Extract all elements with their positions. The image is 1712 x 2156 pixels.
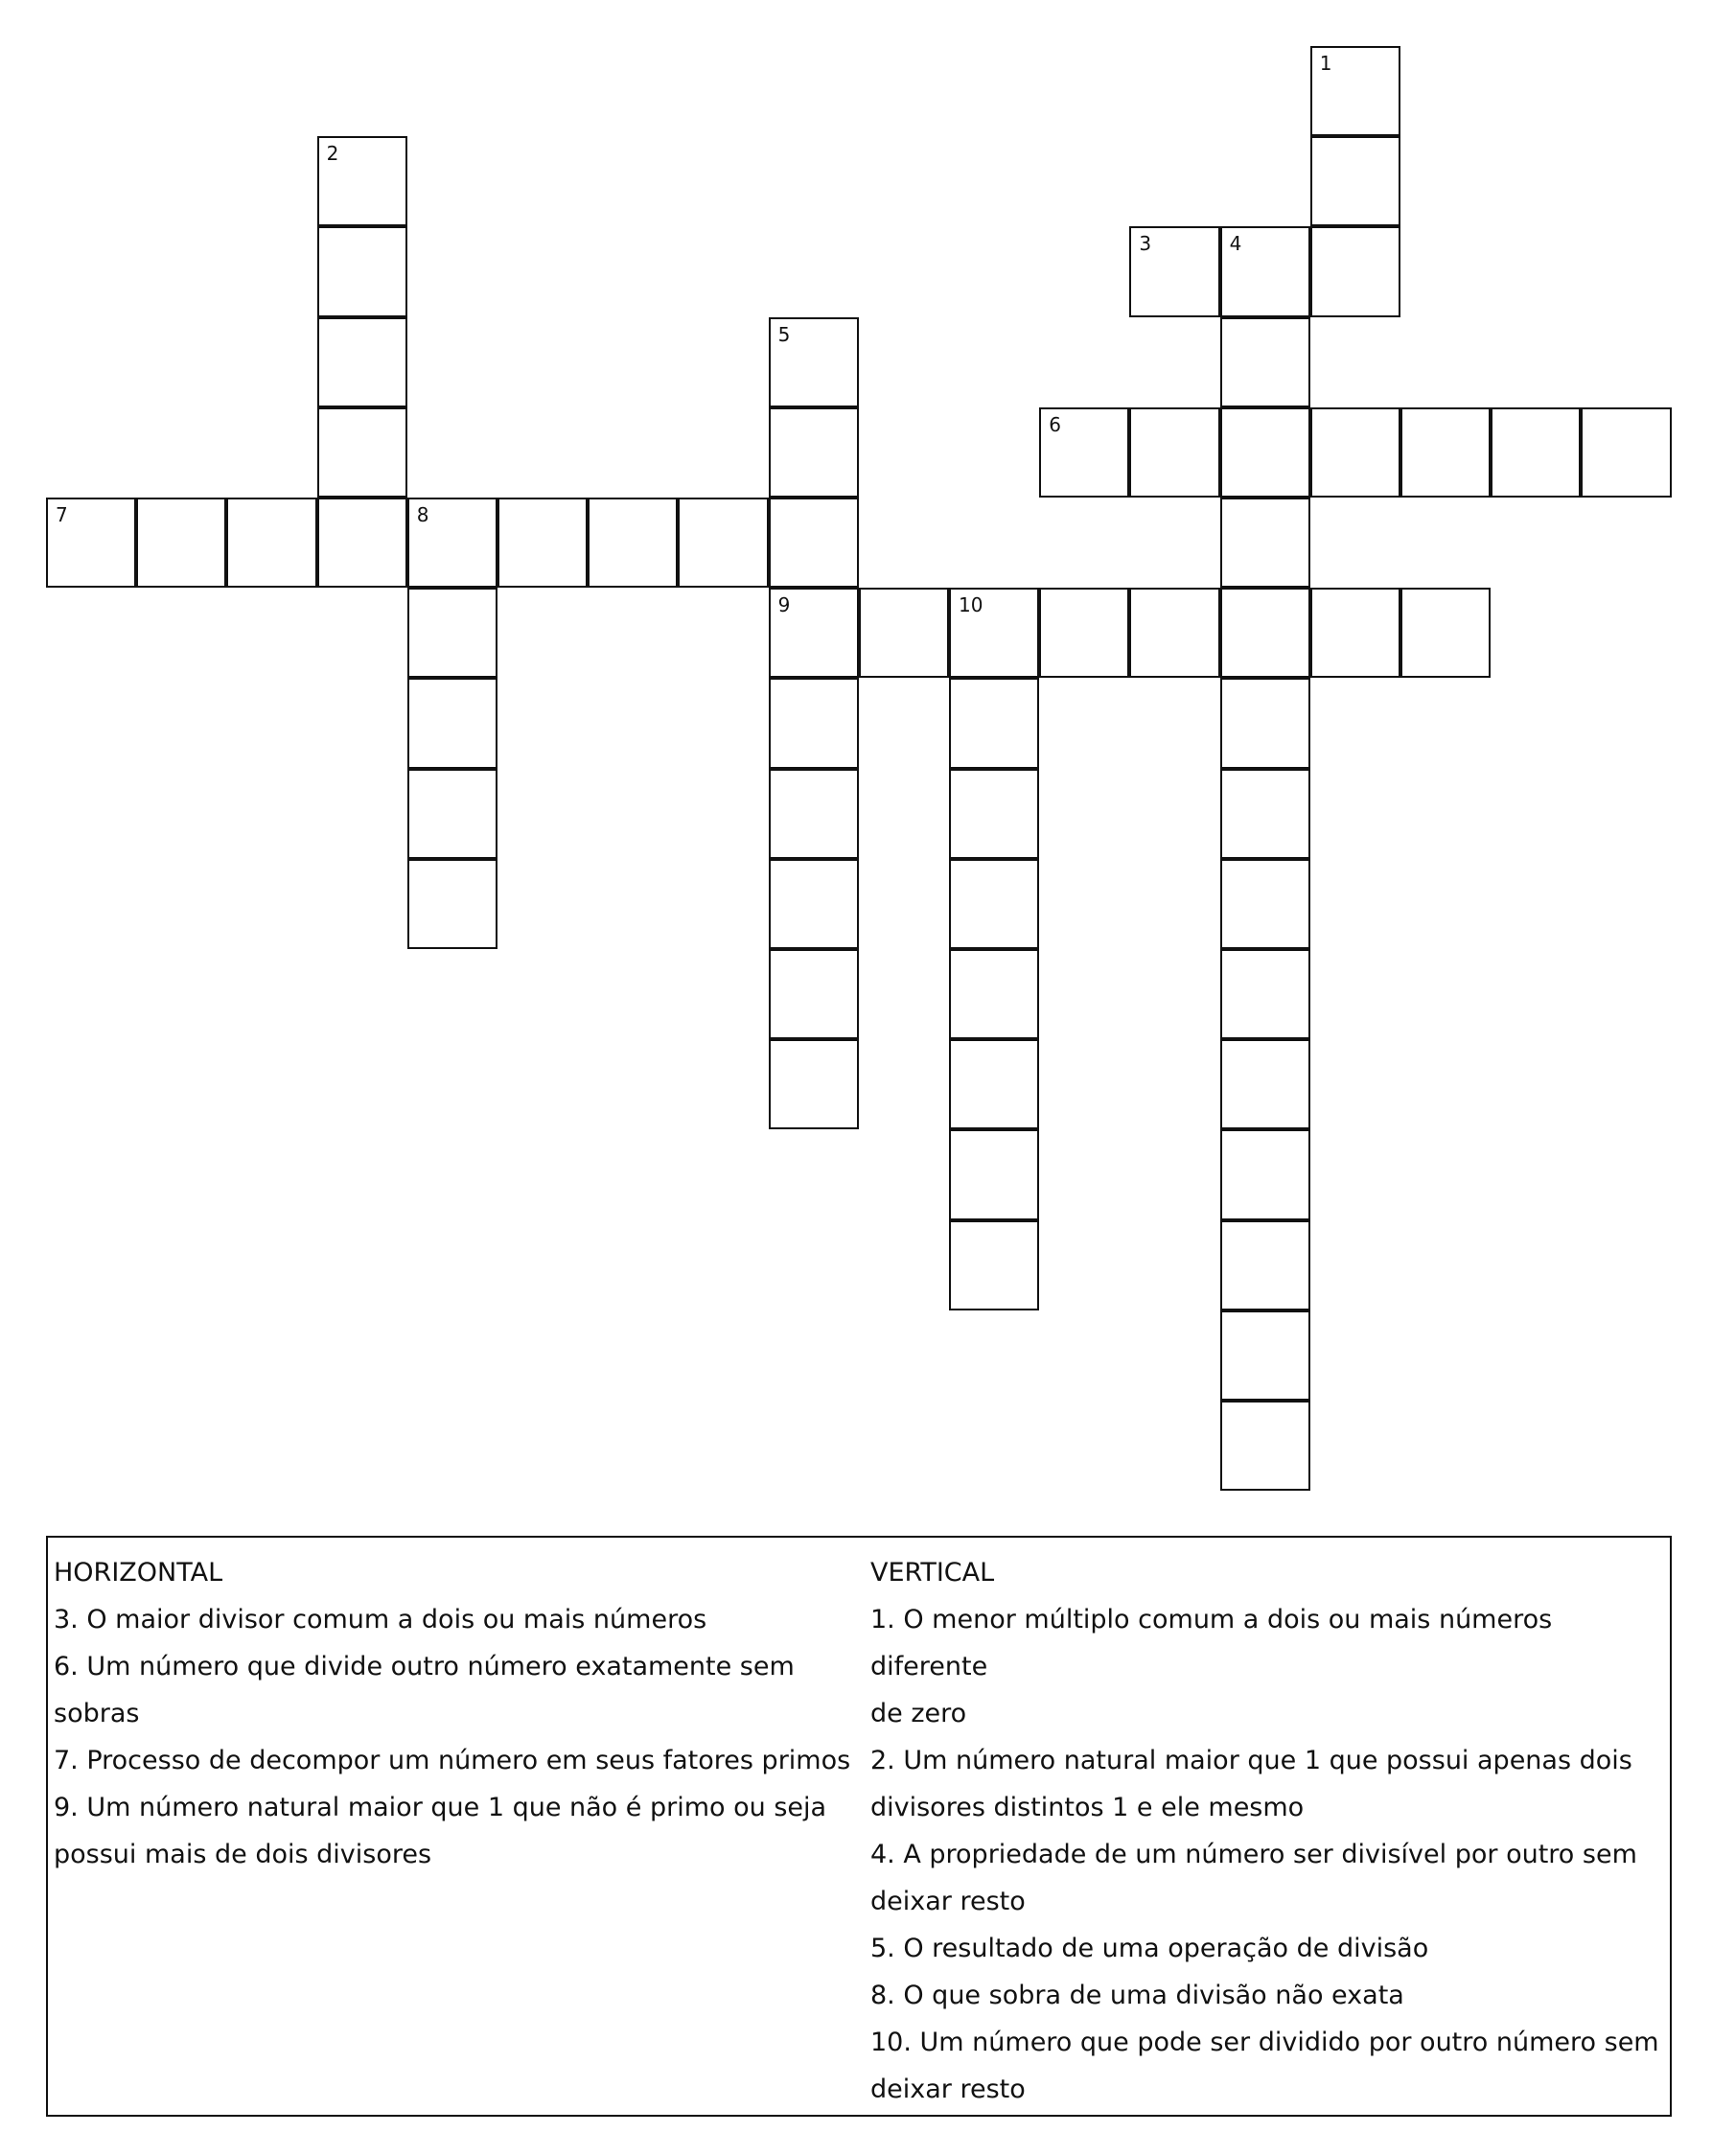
crossword-cell[interactable] bbox=[1129, 588, 1219, 678]
clue-line: sobras bbox=[54, 1699, 140, 1728]
crossword-cell[interactable] bbox=[407, 678, 497, 768]
crossword-cell[interactable] bbox=[949, 678, 1039, 768]
crossword-cell[interactable] bbox=[1220, 317, 1310, 407]
crossword-cell[interactable] bbox=[1400, 588, 1491, 678]
clue-line: 9. Um número natural maior que 1 que não é primo ou seja bbox=[54, 1793, 827, 1822]
crossword-cell[interactable] bbox=[317, 498, 407, 588]
crossword-cell[interactable] bbox=[317, 226, 407, 316]
clue-line: deixar resto bbox=[870, 2075, 1026, 2104]
crossword-cell[interactable] bbox=[949, 1220, 1039, 1310]
crossword-cell[interactable] bbox=[1220, 588, 1310, 678]
clue-line: 1. O menor múltiplo comum a dois ou mais números diferente bbox=[870, 1605, 1553, 1681]
clue-number: 3 bbox=[1139, 232, 1152, 256]
crossword-cell[interactable] bbox=[317, 407, 407, 498]
vertical-clues bbox=[870, 1549, 1666, 2113]
horizontal-clues bbox=[54, 1549, 868, 1878]
crossword-cell[interactable] bbox=[1220, 769, 1310, 859]
clue-line: 6. Um número que divide outro número exatamente sem bbox=[54, 1652, 795, 1681]
crossword-cell[interactable] bbox=[949, 1129, 1039, 1219]
crossword-cell[interactable] bbox=[1220, 1039, 1310, 1129]
crossword-cell[interactable] bbox=[678, 498, 768, 588]
crossword-cell[interactable] bbox=[1220, 226, 1310, 316]
crossword-cell[interactable] bbox=[769, 769, 859, 859]
crossword-cell[interactable] bbox=[1039, 407, 1129, 498]
crossword-cell[interactable] bbox=[317, 136, 407, 226]
crossword-cell[interactable] bbox=[588, 498, 678, 588]
crossword-cell[interactable] bbox=[1220, 1220, 1310, 1310]
crossword-cell[interactable] bbox=[1039, 588, 1129, 678]
crossword-cell[interactable] bbox=[769, 949, 859, 1039]
crossword-cell[interactable] bbox=[769, 317, 859, 407]
crossword-cell[interactable] bbox=[407, 588, 497, 678]
clue-number: 5 bbox=[777, 322, 791, 346]
crossword-cell[interactable] bbox=[1220, 1310, 1310, 1401]
crossword-cell[interactable] bbox=[1310, 588, 1400, 678]
crossword-cell[interactable] bbox=[136, 498, 226, 588]
crossword-cell[interactable] bbox=[949, 588, 1039, 678]
crossword-cell[interactable] bbox=[1581, 407, 1671, 498]
clue-line: 7. Processo de decompor um número em seus fatores primos bbox=[54, 1746, 851, 1775]
crossword-cell[interactable] bbox=[1129, 407, 1219, 498]
clue-number: 2 bbox=[326, 142, 339, 166]
clue-line: 8. O que sobra de uma divisão não exata bbox=[870, 1981, 1404, 2010]
clue-number: 4 bbox=[1229, 232, 1242, 256]
crossword-cell[interactable] bbox=[226, 498, 316, 588]
crossword-cell[interactable] bbox=[1220, 498, 1310, 588]
vertical-clue-list bbox=[870, 1596, 1666, 2113]
clue-line: 5. O resultado de uma operação de divisão bbox=[870, 1934, 1429, 1963]
crossword-cell[interactable] bbox=[1310, 226, 1400, 316]
crossword-cell[interactable] bbox=[1220, 407, 1310, 498]
clue-line: 4. A propriedade de um número ser divisível por outro sem bbox=[870, 1840, 1637, 1869]
clue-number: 7 bbox=[56, 503, 68, 526]
crossword-cell[interactable] bbox=[949, 859, 1039, 949]
crossword-cell[interactable] bbox=[1310, 46, 1400, 136]
crossword-cell[interactable] bbox=[769, 498, 859, 588]
crossword-cell[interactable] bbox=[769, 678, 859, 768]
clue-number: 1 bbox=[1319, 52, 1332, 75]
crossword-cell[interactable] bbox=[1129, 226, 1219, 316]
clue-number: 8 bbox=[416, 503, 429, 526]
vertical-heading: VERTICAL bbox=[870, 1558, 995, 1588]
clues-panel bbox=[46, 1536, 1672, 2117]
horizontal-heading: HORIZONTAL bbox=[54, 1558, 223, 1588]
crossword-cell[interactable] bbox=[769, 859, 859, 949]
clue-line: 10. Um número que pode ser dividido por outro número sem bbox=[870, 2028, 1659, 2057]
clue-line: possui mais de dois divisores bbox=[54, 1840, 432, 1869]
crossword-cell[interactable] bbox=[497, 498, 588, 588]
crossword-cell[interactable] bbox=[1220, 859, 1310, 949]
crossword-cell[interactable] bbox=[1220, 949, 1310, 1039]
horizontal-clue-list bbox=[54, 1596, 868, 1878]
clue-line: divisores distintos 1 e ele mesmo bbox=[870, 1793, 1305, 1822]
clue-line: 3. O maior divisor comum a dois ou mais números bbox=[54, 1605, 707, 1634]
crossword-cell[interactable] bbox=[769, 1039, 859, 1129]
clue-number: 10 bbox=[959, 593, 983, 617]
crossword-cell[interactable] bbox=[949, 769, 1039, 859]
crossword-cell[interactable] bbox=[949, 949, 1039, 1039]
crossword-cell[interactable] bbox=[859, 588, 949, 678]
crossword-cell[interactable] bbox=[1310, 136, 1400, 226]
crossword-cell[interactable] bbox=[1400, 407, 1491, 498]
clue-number: 6 bbox=[1049, 412, 1061, 436]
clue-line: deixar resto bbox=[870, 1887, 1026, 1916]
crossword-cell[interactable] bbox=[769, 588, 859, 678]
crossword-cell[interactable] bbox=[46, 498, 136, 588]
crossword-cell[interactable] bbox=[769, 407, 859, 498]
crossword-cell[interactable] bbox=[407, 769, 497, 859]
crossword-cell[interactable] bbox=[1491, 407, 1581, 498]
crossword-cell[interactable] bbox=[1310, 407, 1400, 498]
crossword-cell[interactable] bbox=[1220, 678, 1310, 768]
crossword-cell[interactable] bbox=[317, 317, 407, 407]
crossword-cell[interactable] bbox=[949, 1039, 1039, 1129]
crossword-cell[interactable] bbox=[407, 498, 497, 588]
crossword-cell[interactable] bbox=[1220, 1129, 1310, 1219]
crossword-cell[interactable] bbox=[1220, 1401, 1310, 1491]
clue-line: 2. Um número natural maior que 1 que possui apenas dois bbox=[870, 1746, 1632, 1775]
clue-line: de zero bbox=[870, 1699, 967, 1728]
clue-number: 9 bbox=[777, 593, 791, 617]
crossword-cell[interactable] bbox=[407, 859, 497, 949]
